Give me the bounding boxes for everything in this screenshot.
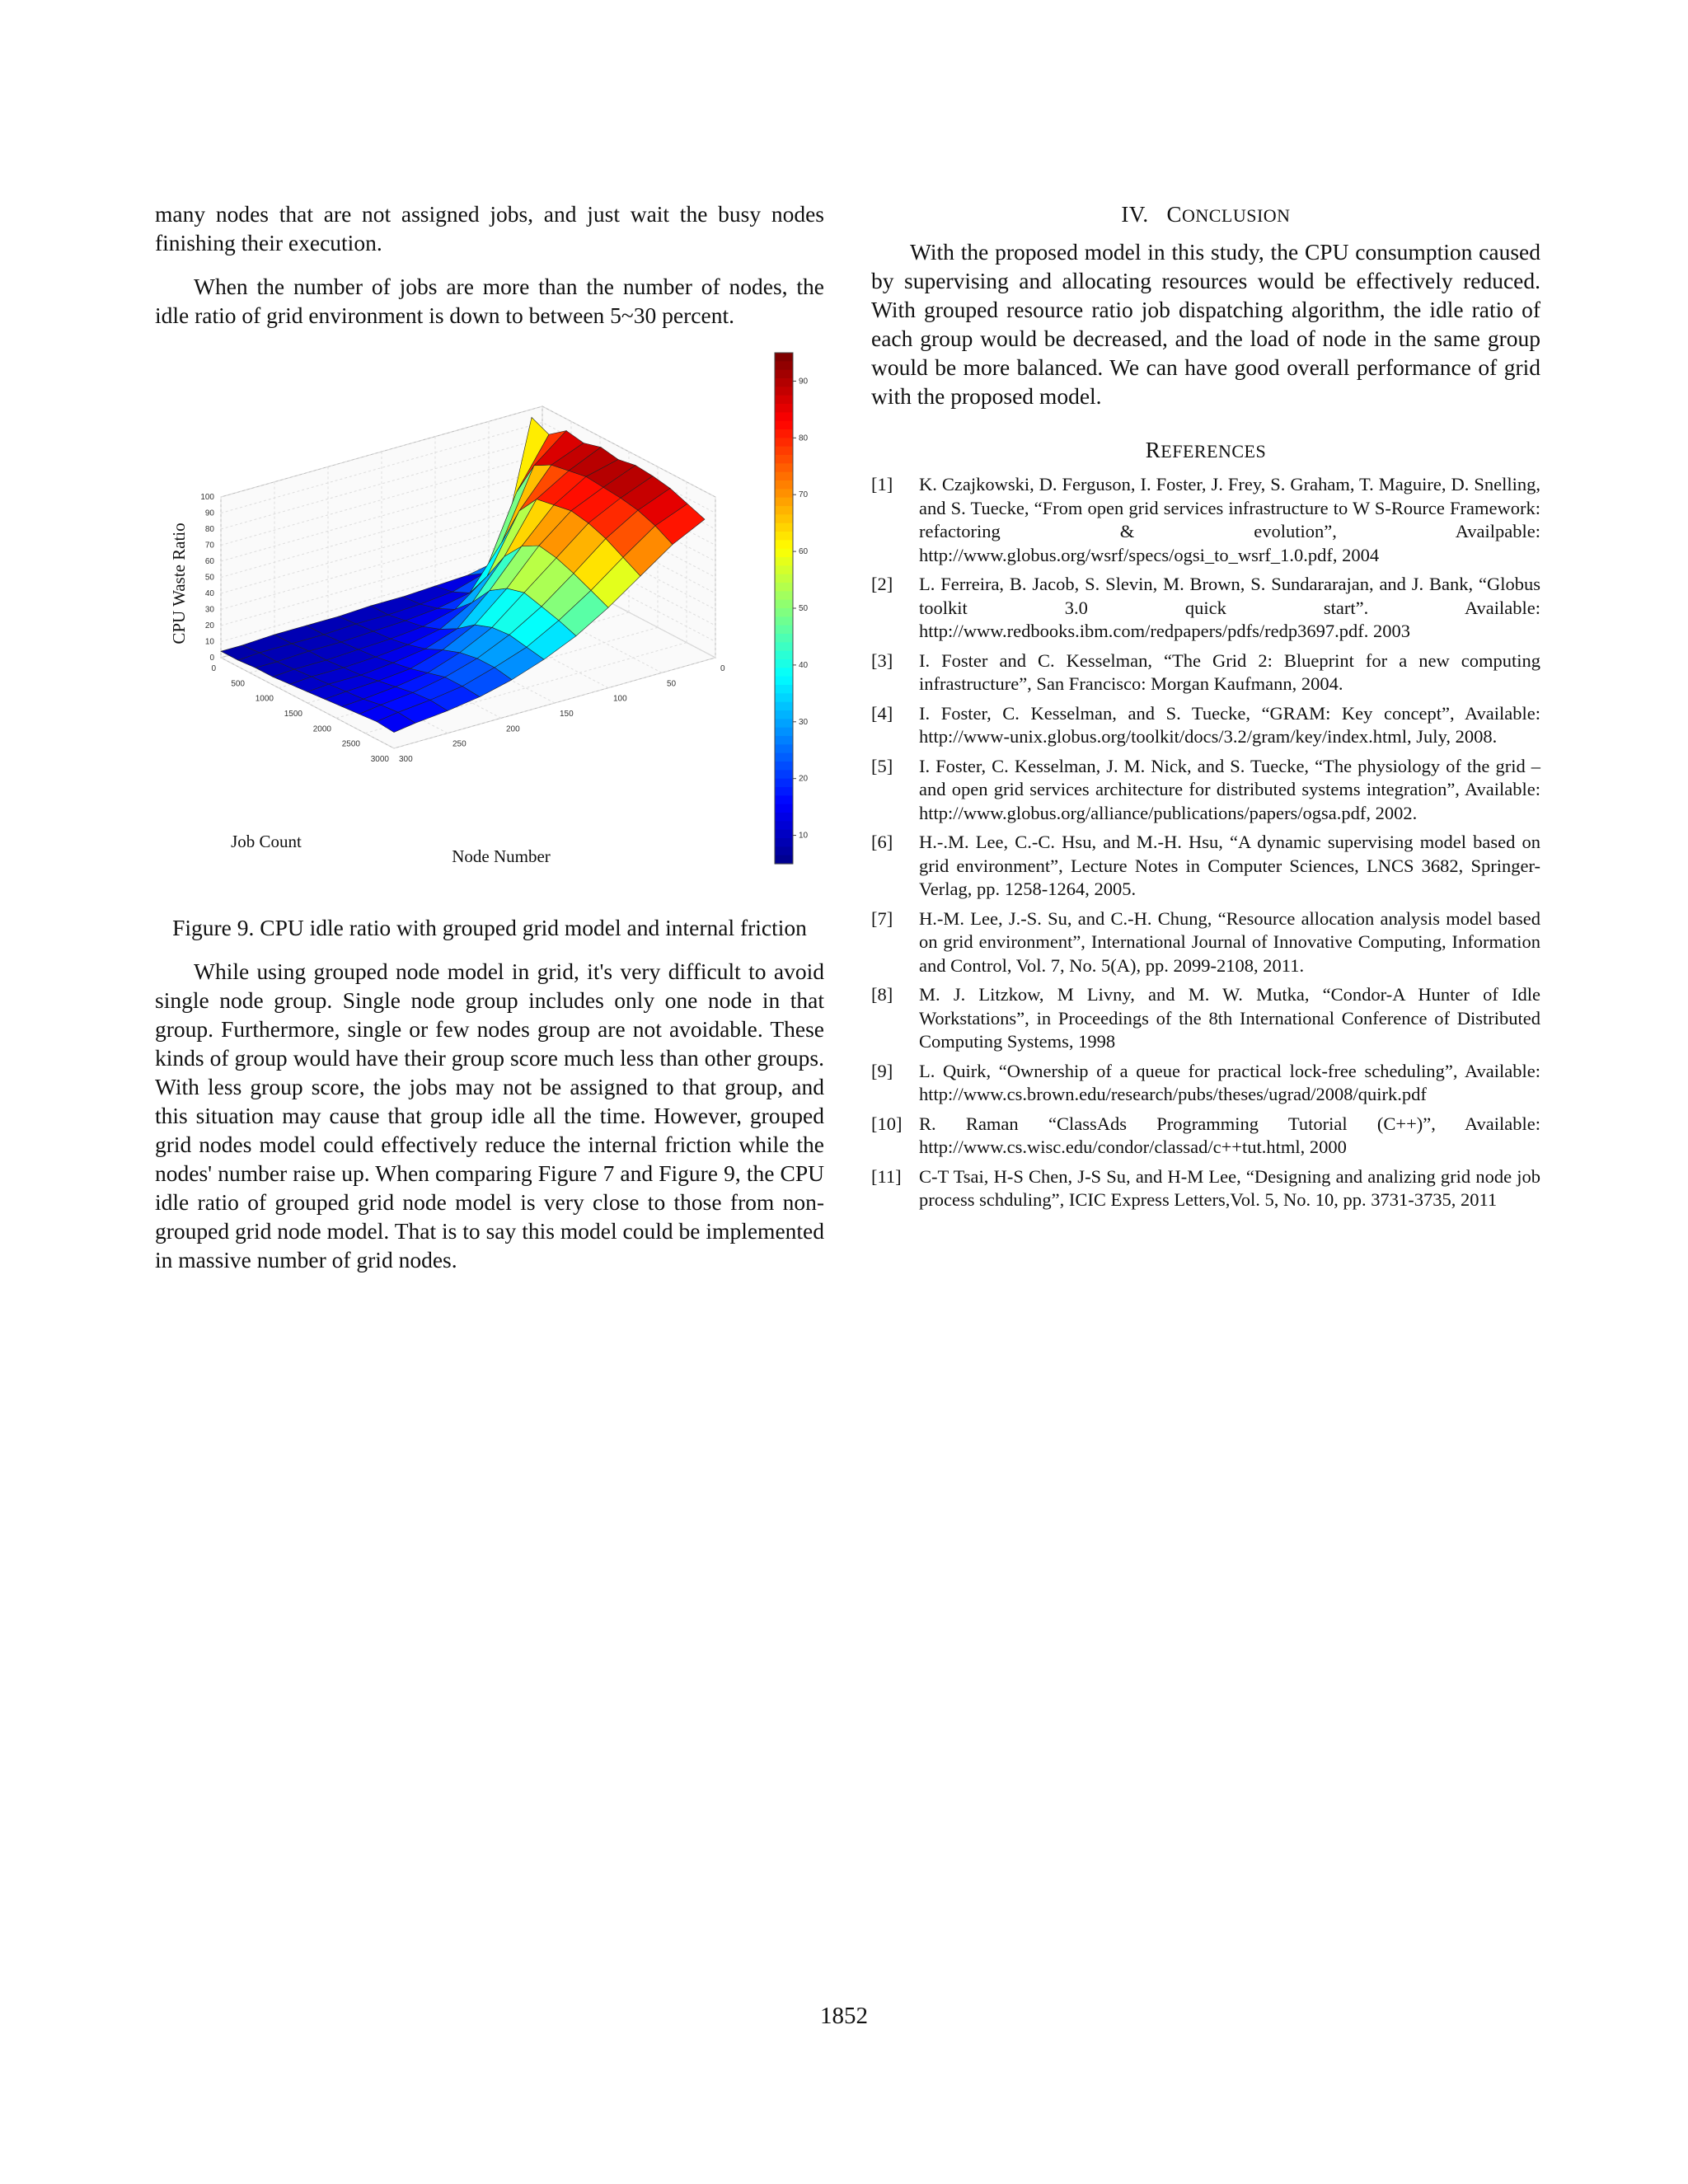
colorbar-tick-label: 60 xyxy=(799,547,809,557)
x-tick-label: 500 xyxy=(231,679,245,689)
colorbar-segment xyxy=(775,353,793,362)
colorbar-segment xyxy=(775,361,793,370)
colorbar-segment xyxy=(775,549,793,558)
colorbar-segment xyxy=(775,370,793,379)
colorbar-segment xyxy=(775,736,793,745)
colorbar-segment xyxy=(775,710,793,719)
reference-text: H.-.M. Lee, C.-C. Hsu, and M.-H. Hsu, “A dynamic supervising model based on grid environment”, Lecture Notes in Computer Sciences, LNCS 3682, Springer-Verlag, pp. 1258-1264, 2005. xyxy=(919,832,1540,899)
z-axis-label: CPU Waste Ratio xyxy=(169,523,189,644)
reference-number: [7] xyxy=(871,907,893,929)
colorbar-segment xyxy=(775,855,793,865)
x-tick-label: 3000 xyxy=(370,755,389,764)
colorbar-segment xyxy=(775,489,793,498)
reference-text: I. Foster, C. Kesselman, and S. Tuecke, “GRAM: Key concept”, Available: http://www-unix.globus.org/toolkit/docs/3.2/gram/key/index.html, July, 2008. xyxy=(919,702,1540,747)
left-column xyxy=(155,199,824,1274)
colorbar-segment xyxy=(775,447,793,456)
colorbar-segment xyxy=(775,787,793,796)
reference-item xyxy=(871,907,1540,978)
reference-number: [10] xyxy=(871,1113,903,1134)
colorbar-segment xyxy=(775,719,793,728)
y-tick-label: 50 xyxy=(667,679,677,689)
z-tick-label: 10 xyxy=(204,637,214,647)
reference-text: I. Foster and C. Kesselman, “The Grid 2: Blueprint for a new computing infrastructure”, San Francisco: Morgan Kaufmann, 2004. xyxy=(919,649,1540,694)
reference-item xyxy=(871,649,1540,696)
colorbar-tick-label: 30 xyxy=(799,717,809,727)
reference-text: C-T Tsai, H-S Chen, J-S Su, and H-M Lee, “Designing and analizing grid node job process schduling”, ICIC Express Letters,Vol. 5, No. 10, pp. 3731-3735, 2011 xyxy=(919,1165,1540,1210)
paragraph-idle-ratio: When the number of jobs are more than the number of nodes, the idle ratio of grid environment is down to between 5~30 percent. xyxy=(155,274,824,328)
colorbar-segment xyxy=(775,438,793,447)
reference-item xyxy=(871,1165,1540,1212)
colorbar-segment xyxy=(775,387,793,396)
colorbar-segment xyxy=(775,565,793,574)
reference-text: L. Quirk, “Ownership of a queue for practical lock-free scheduling”, Available: http://www.cs.brown.edu/research/pubs/theses/ugrad/2008/quirk.pdf xyxy=(919,1060,1540,1104)
colorbar-segment xyxy=(775,455,793,464)
surface-chart xyxy=(155,344,824,905)
reference-number: [5] xyxy=(871,755,893,776)
right-column xyxy=(871,199,1540,1218)
colorbar-segment xyxy=(775,659,793,668)
colorbar-segment xyxy=(775,762,793,771)
reference-number: [11] xyxy=(871,1165,902,1187)
page-number: 1852 xyxy=(820,2003,868,2029)
colorbar-segment xyxy=(775,540,793,549)
reference-number: [4] xyxy=(871,702,893,724)
reference-item xyxy=(871,1060,1540,1107)
reference-item xyxy=(871,831,1540,902)
colorbar-segment xyxy=(775,804,793,813)
colorbar-segment xyxy=(775,421,793,430)
reference-text: L. Ferreira, B. Jacob, S. Slevin, M. Brown, S. Sundararajan, and J. Bank, “Globus toolkit 3.0 quick start”. Available: http://www.redbooks.ibm.com/redpapers/pdfs/redp3697.pdf. 2003 xyxy=(919,574,1540,641)
references-heading: REFERENCES xyxy=(1145,438,1267,462)
figure-9 xyxy=(155,344,824,905)
reference-text: H.-M. Lee, J.-S. Su, and C.-H. Chung, “Resource allocation analysis model based on grid environment”, International Journal of Innovative Computing, Information and Control, Vol. 7, No. 5(A), pp. 2099-2108, 2011. xyxy=(919,907,1540,976)
colorbar-tick-label: 50 xyxy=(799,604,809,613)
y-tick-label: 250 xyxy=(452,739,467,749)
reference-list xyxy=(871,473,1540,1212)
reference-text: R. Raman “ClassAds Programming Tutorial (C++)”, Available: http://www.cs.wisc.edu/condor/classad/c++tut.html, 2000 xyxy=(919,1113,1540,1157)
z-tick-label: 40 xyxy=(204,589,214,598)
colorbar-segment xyxy=(775,600,793,609)
colorbar-segment xyxy=(775,412,793,421)
colorbar-tick-label: 10 xyxy=(799,831,809,841)
conclusion-text: With the proposed model in this study, the CPU consumption caused by supervising and allocating resources would be effectively reduced. With grouped resource ratio job dispatching algorithm, the idle ratio of each group would be decreased, and the load of node in the same group would be more balanced. We can have good overall performance of grid with the proposed model. xyxy=(871,239,1540,409)
colorbar-segment xyxy=(775,396,793,405)
x-axis-label: Job Count xyxy=(231,832,302,851)
z-tick-label: 100 xyxy=(200,493,214,502)
x-tick-label: 0 xyxy=(211,664,216,673)
z-tick-label: 50 xyxy=(204,573,214,583)
colorbar-segment xyxy=(775,523,793,532)
y-tick-label: 100 xyxy=(613,694,627,704)
colorbar-segment xyxy=(775,506,793,515)
figure-caption: Figure 9. CPU idle ratio with grouped grid model and internal friction xyxy=(172,915,807,940)
reference-item xyxy=(871,983,1540,1054)
x-tick-label: 1000 xyxy=(255,694,274,704)
colorbar-segment xyxy=(775,616,793,626)
colorbar-segment xyxy=(775,677,793,686)
paragraph-grouped-model: While using grouped node model in grid, it's very difficult to avoid single node group. Single node group includes only one node in that group. Furthermore, single or few nodes group are not avoidable. These kinds of group would have their group score much less than other groups. With less group score, the jobs may not be assigned to that group, and this situation may cause that group idle all the time. However, grouped grid nodes model could effectively reduce the internal friction while the nodes' number raise up. When comparing Figure 7 and Figure 9, the CPU idle ratio of grouped grid node model is very close to those from non-grouped grid node model. That is to say this model could be implemented in massive number of grid nodes. xyxy=(155,958,824,1272)
reference-item xyxy=(871,573,1540,644)
conclusion-heading: IV. CONCLUSION xyxy=(1121,202,1291,227)
colorbar-tick-label: 70 xyxy=(799,490,809,500)
colorbar-segment xyxy=(775,770,793,779)
reference-number: [8] xyxy=(871,984,893,1005)
colorbar-segment xyxy=(775,651,793,660)
colorbar-segment xyxy=(775,557,793,566)
reference-text: M. J. Litzkow, M Livny, and M. W. Mutka, “Condor-A Hunter of Idle Workstations”, in Proceedings of the 8th International Conference of Distributed Computing Systems, 1998 xyxy=(919,984,1540,1052)
x-tick-label: 2500 xyxy=(341,739,360,749)
y-tick-label: 200 xyxy=(506,724,520,734)
z-tick-label: 60 xyxy=(204,557,214,566)
colorbar-segment xyxy=(775,846,793,855)
x-tick-label: 1500 xyxy=(284,710,302,719)
colorbar-segment xyxy=(775,583,793,592)
reference-number: [3] xyxy=(871,649,893,671)
z-tick-label: 80 xyxy=(204,525,214,534)
colorbar-segment xyxy=(775,626,793,635)
reference-number: [2] xyxy=(871,574,893,594)
colorbar-tick-label: 20 xyxy=(799,774,809,784)
y-axis-label: Node Number xyxy=(452,846,551,866)
colorbar-segment xyxy=(775,753,793,762)
colorbar-segment xyxy=(775,795,793,804)
colorbar-segment xyxy=(775,378,793,387)
reference-item xyxy=(871,1113,1540,1160)
colorbar-segment xyxy=(775,830,793,839)
reference-number: [1] xyxy=(871,474,893,494)
y-tick-label: 0 xyxy=(720,664,725,673)
colorbar-segment xyxy=(775,574,793,583)
z-tick-label: 70 xyxy=(204,541,214,551)
colorbar-segment xyxy=(775,744,793,753)
colorbar-segment xyxy=(775,472,793,481)
z-tick-label: 30 xyxy=(204,605,214,615)
colorbar-segment xyxy=(775,463,793,472)
reference-item xyxy=(871,702,1540,749)
z-tick-label: 20 xyxy=(204,621,214,630)
paragraph-continued: many nodes that are not assigned jobs, and just wait the busy nodes finishing their execution. xyxy=(155,201,824,255)
colorbar-segment xyxy=(775,514,793,523)
reference-text: I. Foster, C. Kesselman, J. M. Nick, and S. Tuecke, “The physiology of the grid – and open grid services architecture for distributed systems integration”, Available: http://www.globus.org/alliance/publications/papers/ogsa.pdf, 2002. xyxy=(919,755,1540,823)
z-tick-label: 0 xyxy=(209,654,214,663)
colorbar-segment xyxy=(775,480,793,490)
colorbar-segment xyxy=(775,591,793,600)
colorbar-segment xyxy=(775,404,793,413)
colorbar-segment xyxy=(775,821,793,830)
y-tick-label: 150 xyxy=(560,710,574,719)
colorbar-segment xyxy=(775,813,793,822)
colorbar-segment xyxy=(775,668,793,677)
reference-text: K. Czajkowski, D. Ferguson, I. Foster, J. Frey, S. Graham, T. Maguire, D. Snelling, and S. Tuecke, “From open grid services infrastructure to W S-Rource Framework: refactoring & evolution”, Availpable: http://www.globus.org/wsrf/specs/ogsi_to_wsrf_1.0.pdf, 2004 xyxy=(919,474,1540,565)
reference-number: [6] xyxy=(871,832,893,852)
reference-item xyxy=(871,473,1540,567)
colorbar-segment xyxy=(775,429,793,438)
colorbar-segment xyxy=(775,685,793,694)
colorbar-segment xyxy=(775,702,793,711)
colorbar-segment xyxy=(775,634,793,643)
colorbar-tick-label: 90 xyxy=(799,377,809,387)
x-tick-label: 2000 xyxy=(312,724,331,734)
colorbar-tick-label: 40 xyxy=(799,660,809,670)
colorbar-segment xyxy=(775,779,793,788)
colorbar-segment xyxy=(775,838,793,847)
reference-number: [9] xyxy=(871,1060,893,1081)
colorbar-segment xyxy=(775,608,793,617)
colorbar-segment xyxy=(775,642,793,651)
colorbar-segment xyxy=(775,728,793,737)
colorbar-segment xyxy=(775,532,793,541)
z-tick-label: 90 xyxy=(204,509,214,518)
colorbar-segment xyxy=(775,498,793,507)
colorbar-tick-label: 80 xyxy=(799,434,809,443)
colorbar-segment xyxy=(775,693,793,702)
y-tick-label: 300 xyxy=(399,755,413,764)
reference-item xyxy=(871,755,1540,826)
